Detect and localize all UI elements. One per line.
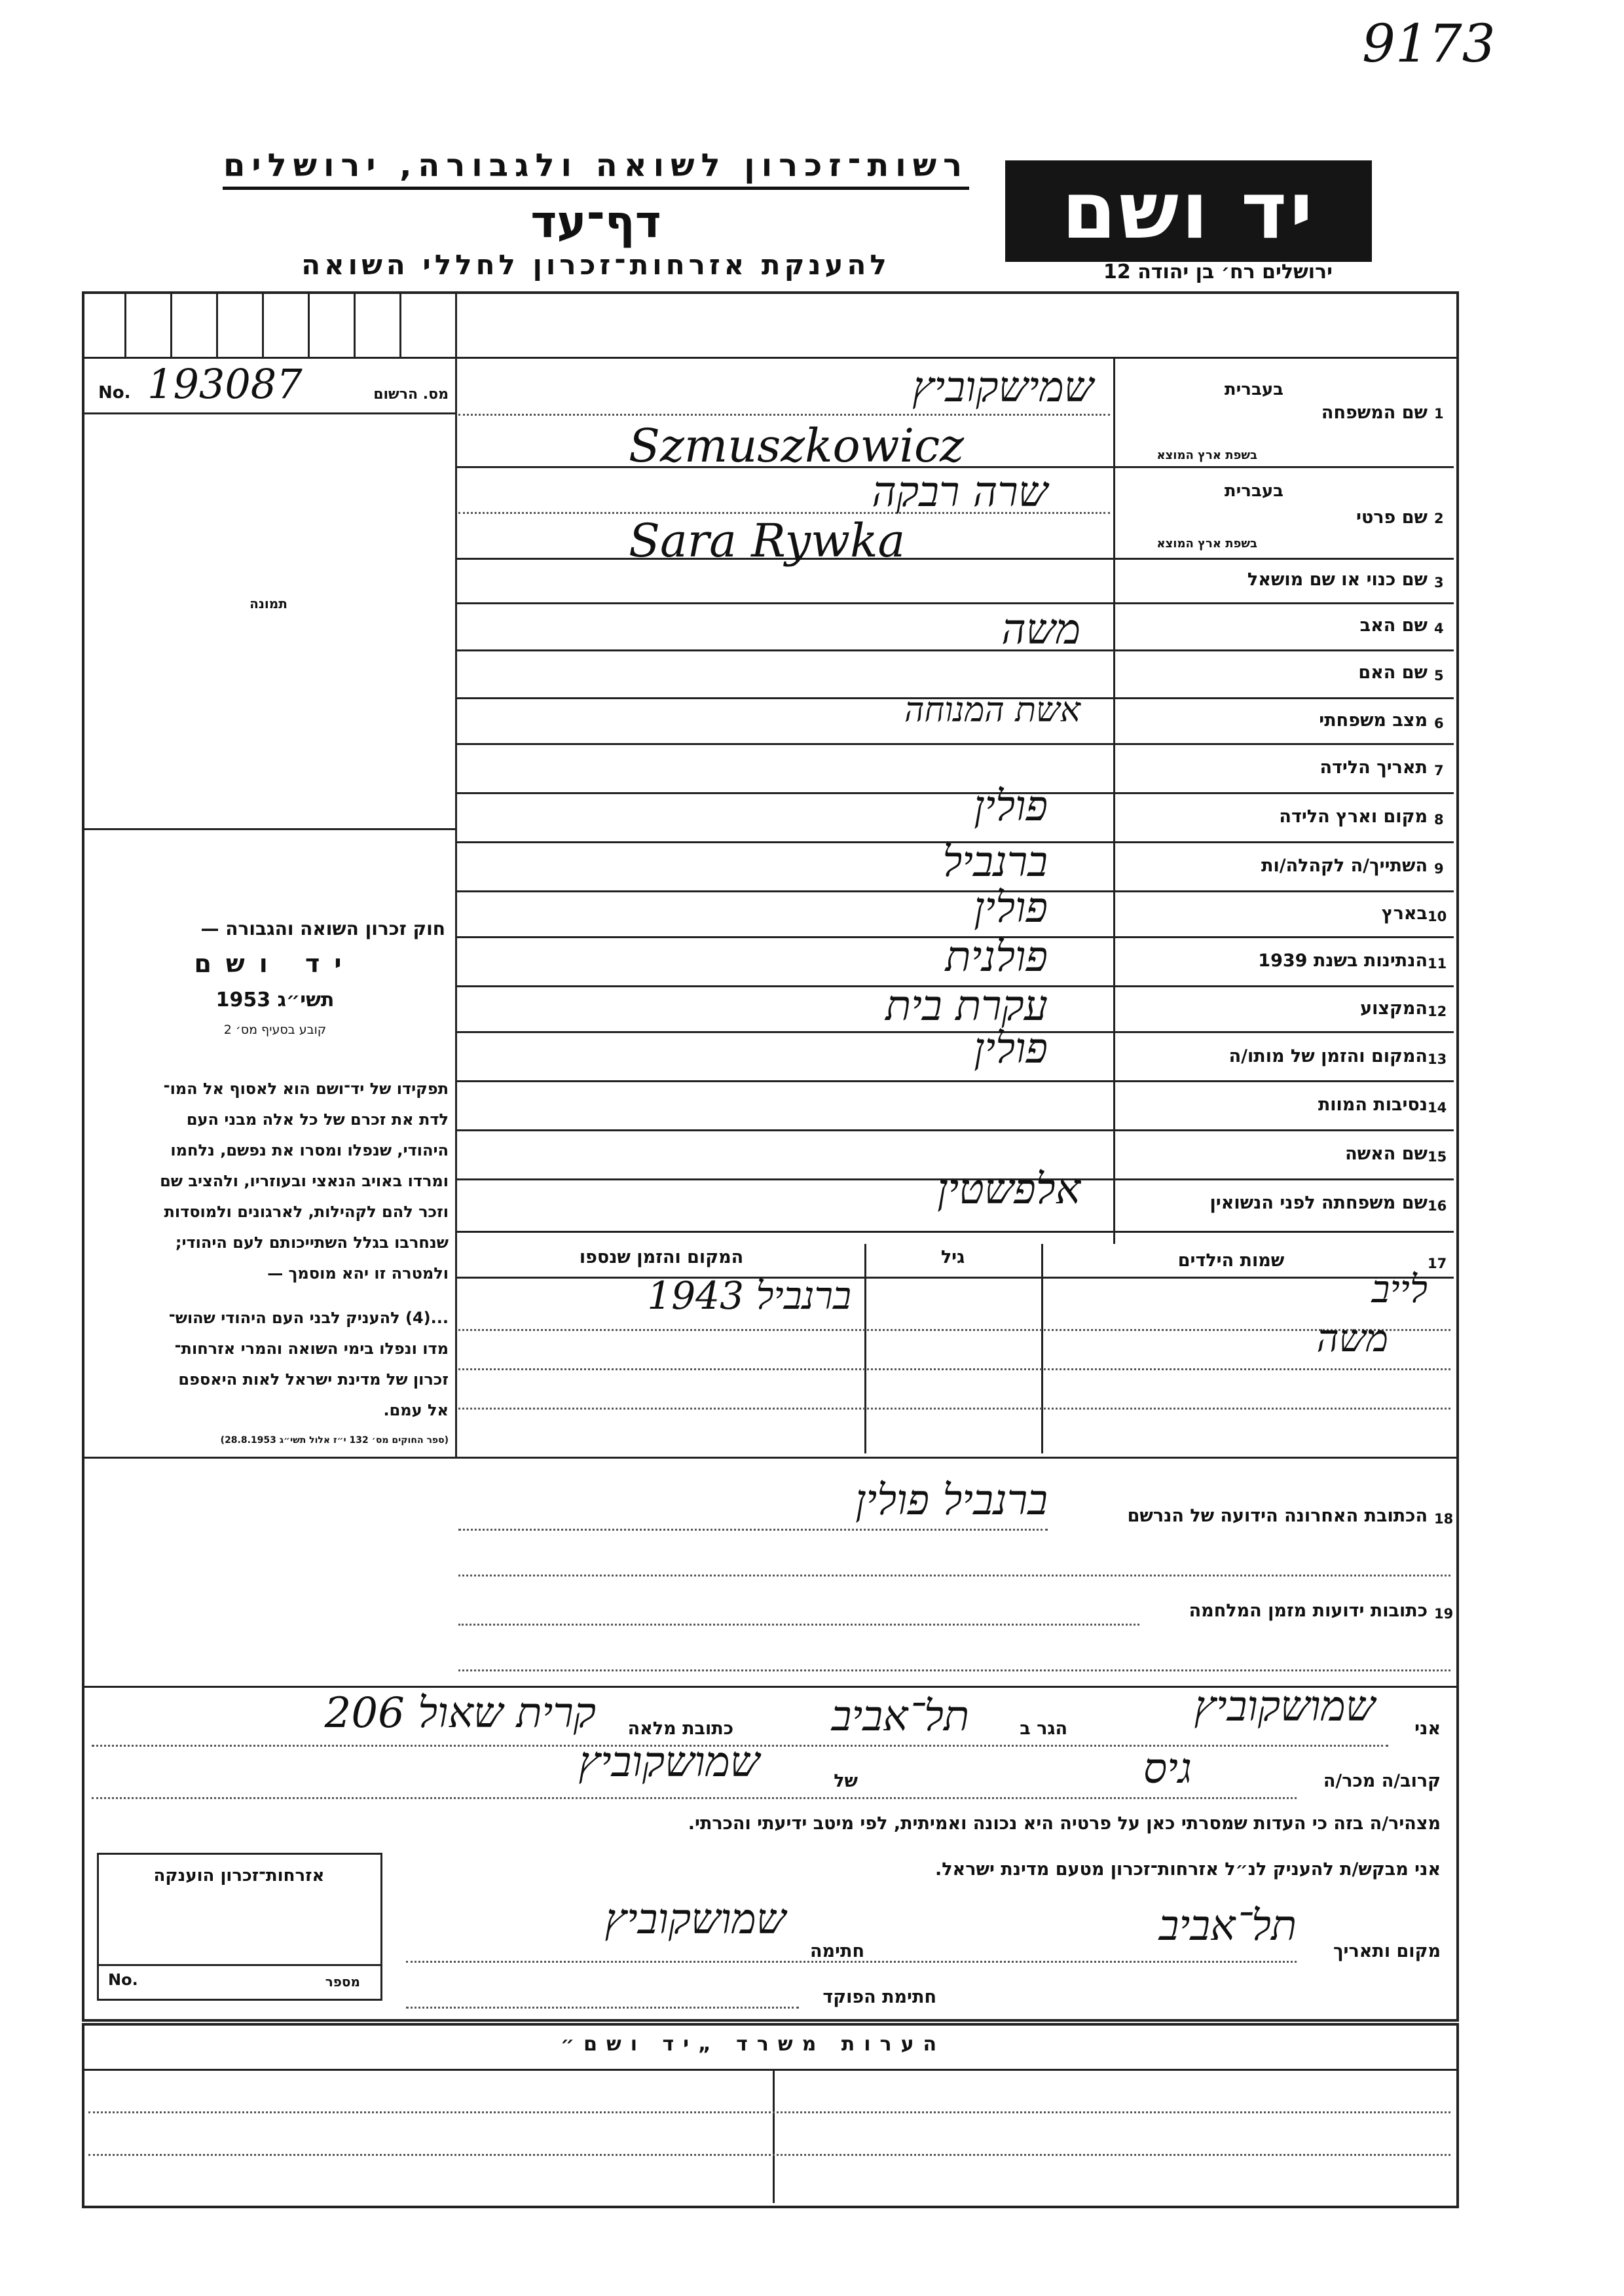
field-2-number: 2 [1434, 511, 1444, 526]
row-line-16 [455, 1231, 1454, 1233]
law-paragraph2-line-1: ...(4) להעניק לבני העם היהודי שהוש־ [168, 1309, 449, 1327]
field-1-sub-origin: בשפת ארץ המוצא [1156, 448, 1257, 462]
strip-cell-1 [124, 291, 126, 357]
authority-title: רשות־זכרון לשואה ולגבורה, ירושלים [223, 147, 969, 190]
field-3-label: שם כנוי או שם מושאל [1247, 570, 1428, 590]
declarant-name: שמושקוביץ [1194, 1683, 1375, 1731]
field-1-sub-hebrew: בעברית [1224, 380, 1283, 399]
child-name-2: משה [1316, 1316, 1388, 1360]
field-6-value: אשת המנוחה [904, 691, 1080, 730]
declarant-i-label: אני [1414, 1719, 1441, 1739]
field-18-label: הכתובת האחרונה הידועה של הנרשם [1127, 1506, 1428, 1526]
field-18-line-1 [458, 1529, 1048, 1531]
field-19-number: 19 [1434, 1606, 1454, 1622]
declarant-relative-label: קרוב/ה מכר/ה [1323, 1771, 1441, 1791]
field-4-number: 4 [1434, 621, 1444, 636]
field-13-label: המקום והזמן של מותו/ה [1228, 1046, 1428, 1066]
registry-line [82, 412, 457, 414]
field-4-value: משה [1001, 606, 1080, 654]
strip-cell-6 [354, 291, 356, 357]
citizenship-no-label: No. [108, 1971, 138, 1989]
children-col-place-time: המקום והזמן שנספו [579, 1247, 744, 1267]
declaration-statement-1: מצהיר/ה בזה כי העדות שמסרתי כאן על פרטיה היא נכונה ואמיתית, לפי מיטב ידיעתי והכרתי. [688, 1813, 1441, 1834]
children-row-line-3 [458, 1408, 1450, 1410]
remarks-line-2 [88, 2154, 1450, 2156]
law-source: (ספר החוקים מס׳ 132 י״ז אלול תשי״ג 28.8.1953) [220, 1435, 449, 1446]
field-10-value: פולין [974, 884, 1048, 932]
remarks-title: הערות משרד „יד ושם״ [560, 2033, 946, 2056]
strip-cell-3 [216, 291, 218, 357]
declarant-of-label: של [834, 1771, 858, 1791]
place-date-label: מקום ותאריך [1333, 1941, 1441, 1961]
field-2-value-hebrew: שרה רבקה [872, 468, 1048, 517]
field-18-line-2 [458, 1575, 1450, 1576]
field-1-number: 1 [1434, 406, 1444, 422]
field-2-value-origin: Sara Rywka [629, 514, 906, 568]
field-9-label: השתייך/ה לקהלה/ות [1261, 856, 1428, 876]
field-6-number: 6 [1434, 716, 1444, 731]
law-year: תשי״ג 1953 [215, 989, 335, 1011]
field-13-value: פולין [974, 1025, 1048, 1073]
field-11-number: 11 [1428, 956, 1447, 972]
field-18-number: 18 [1434, 1511, 1454, 1527]
row-line-2 [455, 558, 1454, 560]
children-number: 17 [1428, 1256, 1447, 1271]
signature-line [406, 1961, 1297, 1963]
field-5-label: שם האם [1358, 663, 1428, 683]
registry-number: 193087 [147, 360, 303, 408]
place-date-value: תל־אביב [1158, 1902, 1297, 1950]
field-4-label: שם האב [1359, 615, 1428, 636]
declarant-of-name: שמושקוביץ [578, 1738, 760, 1787]
field-5-number: 5 [1434, 668, 1444, 683]
declaration-statement-2: אני מבקש/ת להעניק לנ״ל אזרחות־זכרון מטעם מדינת ישראל. [934, 1859, 1441, 1880]
children-place-time-value: ברנביל 1943 [647, 1273, 851, 1318]
law-clause: קובע בסעיף מס׳ 2 [223, 1023, 327, 1037]
strip-cell-5 [308, 291, 310, 357]
field-1-value-origin: Szmuszkowicz [629, 419, 965, 473]
field-14-number: 14 [1428, 1100, 1447, 1116]
yad-vashem-logo: יד ושם [1005, 160, 1372, 262]
declarant-resident-label: הגר ב [1020, 1719, 1067, 1739]
declarant-line-2 [92, 1797, 1297, 1799]
field-15-number: 15 [1428, 1149, 1447, 1165]
field-3-number: 3 [1434, 575, 1444, 591]
children-col-names: שמות הילדים [1177, 1250, 1285, 1271]
field-8-number: 8 [1434, 812, 1444, 828]
signature-label: חתימה [809, 1941, 864, 1961]
signature-value: שמושקוביץ [604, 1895, 786, 1944]
address-line: ירושלים רח׳ בן יהודה 12 [1103, 261, 1333, 283]
field-16-number: 16 [1428, 1198, 1447, 1214]
field-19-line-1 [458, 1624, 1139, 1626]
law-paragraph2-line-3: זכרון של מדינת ישראל לאות היאספם [178, 1370, 449, 1389]
row-1-dotted [458, 414, 1110, 416]
form-title: דף־עד [530, 196, 661, 248]
row-line-3 [455, 602, 1454, 604]
children-row-line-2 [458, 1368, 1450, 1370]
law-paragraph2-line-2: מדו ונפלו בימי השואה והמרי אזרחות־ [174, 1339, 449, 1358]
field-15-label: שם האשה [1345, 1144, 1428, 1164]
remarks-header-line [82, 2069, 1456, 2071]
officer-signature-line [406, 2007, 799, 2009]
field-10-number: 10 [1428, 909, 1447, 924]
field-2-sub-hebrew: בעברית [1224, 481, 1283, 501]
strip-cell-4 [262, 291, 264, 357]
field-2-sub-origin: בשפת ארץ המוצא [1156, 537, 1257, 551]
field-18-value: ברנביל פולין [855, 1476, 1048, 1525]
children-col-divider-1 [864, 1244, 866, 1453]
label-column-divider [1113, 357, 1115, 1244]
law-paragraph-line-5: וזכר להם לקהילות, לארגונים ולמוסדות [164, 1203, 449, 1221]
field-14-label: נסיבות המוות [1318, 1095, 1428, 1115]
declarant-resident: תל־אביב [831, 1692, 969, 1741]
photo-box-bottom [82, 828, 457, 830]
remarks-line-1 [88, 2111, 1450, 2113]
remarks-divider [773, 2069, 775, 2203]
field-13-number: 13 [1428, 1051, 1447, 1067]
children-bottom-line [82, 1457, 1456, 1459]
law-paragraph-line-7: ולמטרה זו יהא מוסמך — [267, 1264, 449, 1283]
field-1-value-hebrew: שמישקוביץ [912, 363, 1094, 412]
row-line-13 [455, 1080, 1454, 1082]
officer-signature-label: חתימת הפוקד [822, 1987, 936, 2007]
row-line-14 [455, 1129, 1454, 1131]
field-12-value: עקרת בית [885, 982, 1048, 1030]
law-name: יד ושם [194, 949, 356, 978]
field-8-value: פולין [974, 782, 1048, 831]
corner-handwritten-note: 9173 [1362, 13, 1496, 74]
field-19-line-2 [458, 1669, 1450, 1671]
field-19-label: כתובות ידועות מזמן המלחמה [1189, 1601, 1428, 1621]
field-1-label: שם המשפחה [1321, 403, 1428, 423]
field-9-value: ברנביל [942, 838, 1048, 886]
field-7-number: 7 [1434, 763, 1444, 778]
law-paragraph-line-2: לדת את זכרם של כל אלה מבני העם [186, 1110, 449, 1129]
strip-cell-7 [399, 291, 401, 357]
photo-label: תמונה [249, 596, 287, 611]
citizenship-box-line [97, 1964, 381, 1966]
declarant-address: קרית שאול 206 [324, 1689, 596, 1738]
children-col-divider-2 [1041, 1244, 1043, 1453]
citizenship-number-label: מספר [325, 1974, 360, 1990]
citizenship-box-title: אזרחות־זכרון הוענקה [153, 1866, 325, 1886]
field-11-value: פולנית [945, 933, 1048, 981]
registry-no-label: No. [98, 383, 131, 403]
field-16-value: אלפשטין [937, 1165, 1080, 1214]
field-7-label: תאריך הלידה [1320, 757, 1428, 778]
child-name-1: לייב [1371, 1267, 1428, 1311]
field-11-label: הנתינות בשנת 1939 [1258, 951, 1428, 971]
field-8-label: מקום וארץ הלידה [1279, 807, 1428, 827]
form-subtitle: להענקת אזרחות־זכרון לחללי השואה [301, 249, 891, 281]
field-12-label: המקצוע [1360, 998, 1428, 1019]
field-6-label: מצב משפחתי [1319, 710, 1428, 731]
field-10-label: בארץ [1381, 903, 1428, 924]
strip-cell-2 [170, 291, 172, 357]
law-paragraph2-line-4: אל עמם. [383, 1401, 449, 1419]
children-col-age: גיל [940, 1247, 965, 1267]
law-paragraph-line-6: שנחרבו בגלל השתייכותם לעם היהודי; [175, 1233, 449, 1252]
field-2-label: שם פרטי [1356, 507, 1428, 528]
top-strip-line [82, 357, 1456, 359]
field-9-number: 9 [1434, 861, 1444, 877]
law-paragraph-line-3: היהודי, שנפלו ומסרו את נפשם, נלחמו [170, 1141, 449, 1159]
law-title: חוק זכרון השואה והגבורה — [200, 918, 445, 939]
law-paragraph-line-1: תפקידו של יד־ושם הוא לאסוף אל המו־ [163, 1080, 449, 1098]
law-paragraph-line-4: ומרדו באויב הנאצי ובעוזריו, ולהציב שם [160, 1172, 449, 1190]
declarant-address-label: כתובת מלאה [627, 1719, 733, 1739]
field-16-label: שם משפחתה לפני הנשואין [1209, 1193, 1428, 1213]
declarant-relation: גיס [1143, 1745, 1192, 1793]
registry-label: מס. הרשום [373, 386, 449, 403]
row-line-6 [455, 743, 1454, 745]
field-12-number: 12 [1428, 1004, 1447, 1019]
